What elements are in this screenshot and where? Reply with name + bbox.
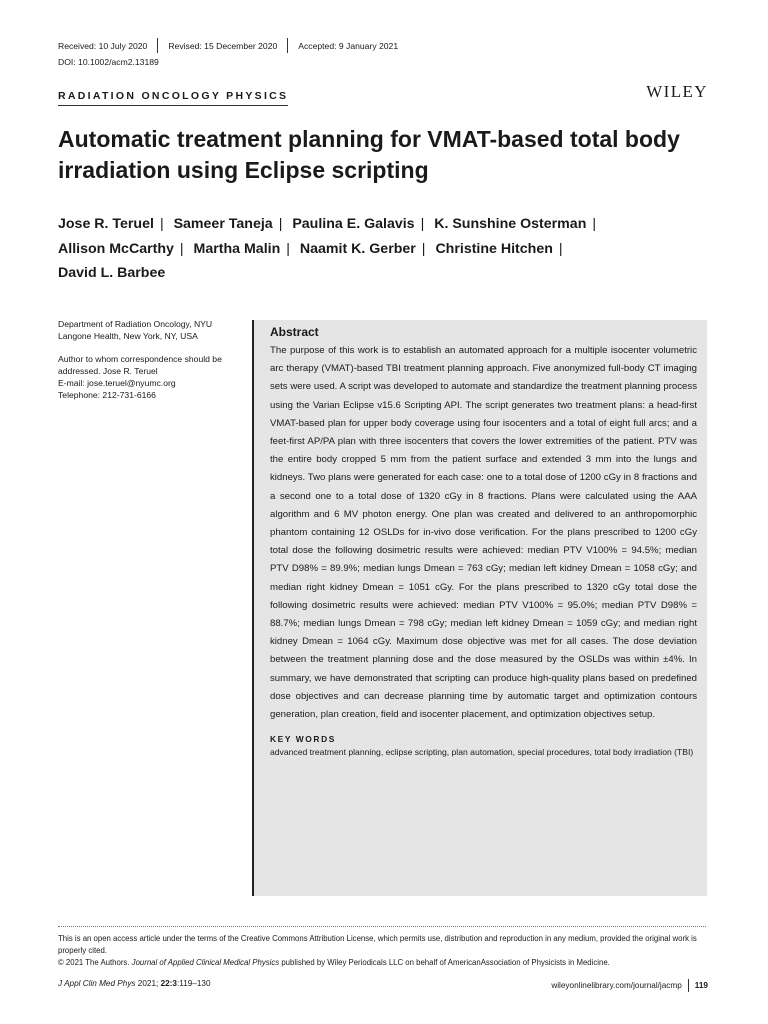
abstract-text: The purpose of this work is to establish an automated approach for a multiple isocenter volumetric arc therapy (VMAT)-based TBI treatment planning approach. Five anonymized full-body CT imaging sets were used. A script was developed to automate and standardize the treatment planning process using the Varian Eclipse v15.6 Scripting API. The script generates two treatment plans: a head-first VMAT-based plan for upper body coverage using four isocenters and a total of eight full arcs; and a feet-first AP/PA plan with three isocenters that covers the lower extremities of the patient. PTV was the entire body cropped 5 mm from the patient surface and extended 3 mm into the lungs and kidneys. Two plans were generated for each case: one to a total dose of 1200 cGy in 8 fractions and a second one to a total dose of 1320 cGy in 8 fractions. Plans were calculated using the AAA algorithm and 6 MV photon energy. One plan was created and delivered to an anthropomorphic phantom containing 12 OSLDs for in-vivo dose verification. For the plans prescribed to 1200 cGy total dose the following dosimetric results were achieved: median PTV V100% = 94.5%; median PTV D98% = 89.9%; median lungs Dmean = 763 cGy; median left kidney Dmean = 1058 cGy; and median right kidney Dmean = 1051 cGy. For the plans prescribed to 1320 cGy total dose the following dosimetric results were achieved: median PTV V100% = 95.0%; median PTV D98% = 88.7%; median lungs Dmean = 798 cGy; median left kidney Dmean = 1059 cGy; and median right kidney Dmean = 1064 cGy. Maximum dose objective was met for all cases. The dose deviation between the treatment planning dose and the dose measured by the OSLDs was within ±4%. In summary, we have demonstrated that scripting can produce high-quality plans based on predefined dose objectives and can decrease planning time by automatic target and optimization contours generation, plan creation, field and isocenter placement, and optimization objectives setup.	[270, 345, 697, 721]
affiliation-block	[58, 318, 238, 412]
section-heading: RADIATION ONCOLOGY PHYSICS	[58, 90, 288, 106]
author-name[interactable]: K. Sunshine Osterman	[434, 216, 587, 232]
author-name[interactable]: Naamit K. Gerber	[299, 240, 416, 257]
license-divider	[58, 926, 706, 927]
correspondence-note	[58, 353, 238, 401]
license-notice	[58, 933, 708, 969]
telephone: Telephone: 212-731-6166	[58, 390, 156, 400]
publisher-logo: WILEY	[646, 82, 708, 101]
doi[interactable]: DOI: 10.1002/acm2.13189	[58, 57, 159, 67]
journal-url[interactable]: wileyonlinelibrary.com/journal/jacmp	[551, 981, 682, 990]
journal-abbrev: J Appl Clin Med Phys	[58, 979, 136, 988]
author-list: Jose R. Teruel | Sameer Taneja | Paulina E. Galavis | K. Sunshine Osterman | Allison McCarthy | Martha Malin | Naamit K. Gerber | Christine Hitchen | David L. Barbee	[58, 216, 597, 281]
affiliation: Department of Radiation Oncology, NYU Langone Health, New York, NY, USA	[58, 319, 213, 341]
article-dates	[58, 38, 408, 53]
abstract-heading: Abstract	[270, 325, 319, 339]
keywords-heading: KEY WORDS	[270, 734, 336, 745]
copyright-line: © 2021 The Authors. Journal of Applied Clinical Medical Physics published by Wiley Periodicals LLC on behalf of AmericanAssociation of Physicists in Medicine.	[58, 958, 610, 967]
keywords-text: advanced treatment planning, eclipse scripting, plan automation, special procedures, total body irradiation (TBI)	[270, 747, 694, 758]
author-name[interactable]: Jose R. Teruel	[58, 216, 154, 232]
accepted-date: Accepted: 9 January 2021	[298, 40, 399, 51]
license-text: This is an open access article under the terms of the Creative Commons Attribution License, which permits use, distribution and reproduction in any medium, provided the original work is properly cited.	[58, 934, 697, 955]
author-name[interactable]: Sameer Taneja	[173, 216, 273, 232]
volume-issue: 22:3	[160, 979, 177, 988]
author-name[interactable]: Christine Hitchen	[435, 240, 553, 257]
page-number: 119	[694, 981, 708, 990]
email[interactable]: E-mail: jose.teruel@nyumc.org	[58, 378, 176, 388]
abstract-box	[252, 320, 707, 896]
citation: J Appl Clin Med Phys 2021; 22:3:119–130	[58, 979, 211, 988]
author-name[interactable]: Allison McCarthy	[58, 240, 174, 257]
author-name[interactable]: David L. Barbee	[58, 265, 166, 281]
footer-separator	[688, 979, 689, 992]
author-name[interactable]: Martha Malin	[193, 240, 281, 257]
received-date: Received: 10 July 2020	[58, 40, 148, 51]
footer-right	[551, 979, 708, 992]
revised-date: Revised: 15 December 2020	[168, 40, 278, 51]
author-name[interactable]: Paulina E. Galavis	[292, 216, 415, 232]
journal-name: Journal of Applied Clinical Medical Physics	[131, 958, 280, 967]
article-title: Automatic treatment planning for VMAT-based total body irradiation using Eclipse scripting	[58, 126, 680, 183]
correspondence: Author to whom correspondence should be addressed. Jose R. Teruel	[58, 354, 222, 376]
